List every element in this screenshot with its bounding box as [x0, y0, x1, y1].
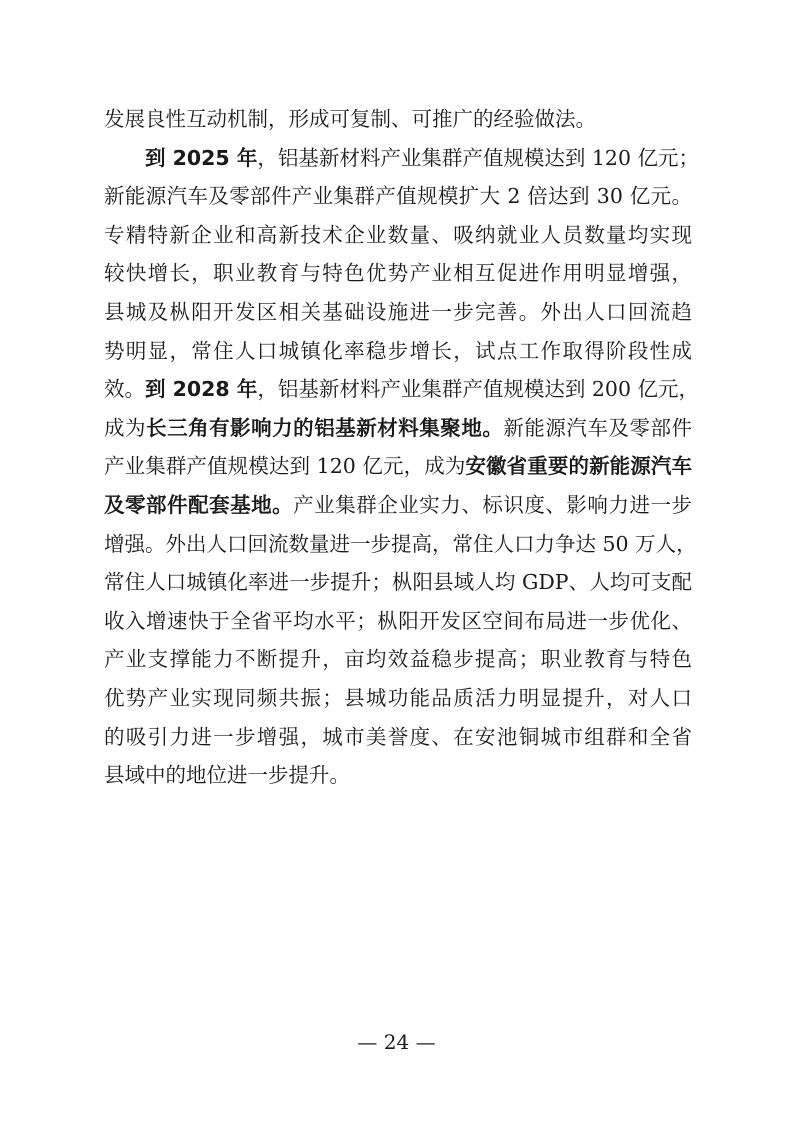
- bold-date: 到 2025 年: [145, 145, 258, 170]
- text-segment: 成为: [104, 415, 147, 440]
- text-line: 势明显，常住人口城镇化率稳步增长，试点工作取得阶段性成: [104, 338, 692, 363]
- document-body: [104, 100, 700, 795]
- text-line: [104, 486, 692, 525]
- text-line: [104, 447, 692, 486]
- text-line: 发展良性互动机制，形成可复制、可推广的经验做法。: [104, 107, 596, 131]
- text-segment: 新能源汽车及零部件: [503, 415, 693, 440]
- text-segment: 产业集群企业实力、标识度、影响力进一步: [293, 492, 693, 517]
- text-line: 较快增长，职业教育与特色优势产业相互促进作用明显增强，: [104, 261, 692, 286]
- text-line: [104, 370, 700, 409]
- page-number: — 24 —: [357, 1030, 436, 1054]
- text-line: 常住人口城镇化率进一步提升；枞阳县域人均 GDP、人均可支配: [104, 570, 692, 595]
- text-segment: ，铝基新材料产业集群产值规模达到 200 亿元，: [257, 377, 700, 402]
- text-line: 优势产业实现同频共振；县城功能品质活力明显提升，对人口: [104, 685, 692, 710]
- text-line: 产业支撑能力不断提升，亩均效益稳步提高；职业教育与特色: [104, 647, 692, 672]
- text-line: 收入增速快于全省平均水平；枞阳开发区空间布局进一步优化、: [104, 608, 692, 633]
- text-segment: 产业集群产值规模达到 120 亿元，成为: [104, 454, 466, 479]
- bold-goal: 及零部件配套基地。: [104, 492, 294, 517]
- text-segment: ，铝基新材料产业集群产值规模达到 120 亿元；: [257, 145, 700, 170]
- text-line: 的吸引力进一步增强，城市美誉度、在安池铜城市组群和全省: [104, 724, 692, 749]
- text-line: 专精特新企业和高新技术企业数量、吸纳就业人员数量均实现: [104, 222, 692, 247]
- text-line: 县域中的地位进一步提升。: [104, 763, 350, 788]
- text-line: 县城及枞阳开发区相关基础设施进一步完善。外出人口回流趋: [104, 299, 692, 324]
- bold-goal: 安徽省重要的新能源汽车: [465, 454, 693, 479]
- text-line: [104, 139, 700, 178]
- text-line: 新能源汽车及零部件产业集群产值规模扩大 2 倍达到 30 亿元。: [104, 184, 692, 209]
- text-line: 增强。外出人口回流数量进一步提高，常住人口力争达 50 万人，: [104, 531, 697, 556]
- text-line: [104, 409, 692, 448]
- bold-goal: 长三角有影响力的铝基新材料集聚地。: [146, 415, 504, 440]
- text-segment: 效。: [104, 377, 145, 402]
- bold-date: 到 2028 年: [145, 377, 258, 402]
